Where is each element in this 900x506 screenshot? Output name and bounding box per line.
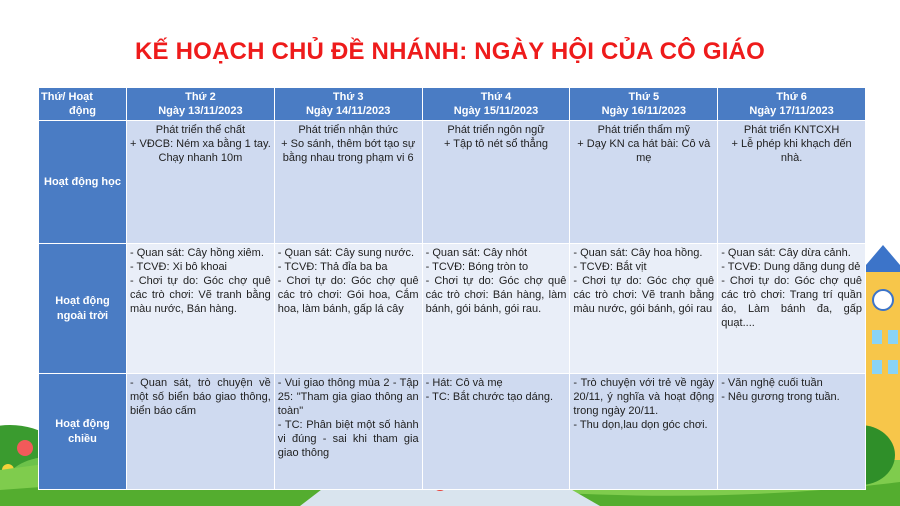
table-cell xyxy=(718,121,866,244)
table-cell xyxy=(127,244,275,374)
cell-line: - Hát: Cô và mẹ xyxy=(425,377,503,389)
table-cell xyxy=(274,121,422,244)
table-cell xyxy=(127,121,275,244)
table-cell xyxy=(422,244,570,374)
table-row xyxy=(39,121,866,244)
table-row xyxy=(39,374,866,490)
day-date: Ngày 13/11/2023 xyxy=(158,105,243,117)
day-name: Thứ 6 xyxy=(776,90,807,103)
table-cell xyxy=(127,374,275,490)
table-header-row xyxy=(39,88,866,121)
cell-line: - Nêu gương trong tuần. xyxy=(721,391,840,404)
cell-line: Phát triển KNTCXH xyxy=(743,124,840,136)
cell-line: - TC: Phân biệt một số hành vi đúng - sai khi tham gia giao thông xyxy=(277,419,419,460)
cell-line: Phát triển thẩm mỹ xyxy=(597,124,690,136)
table-cell xyxy=(274,374,422,490)
cell-line: + VĐCB: Ném xa bằng 1 tay. Chạy nhanh 10m xyxy=(130,138,271,165)
cell-line: Phát triển ngôn ngữ xyxy=(447,124,545,136)
cell-line: - TCVĐ: Bắt vịt xyxy=(573,261,647,274)
cell-line: - Quan sát: Cây hồng xiêm. xyxy=(130,247,264,259)
day-header xyxy=(570,88,718,121)
cell-line: - TCVĐ: Bóng tròn to xyxy=(425,261,529,274)
table-cell xyxy=(570,374,718,490)
cell-line: - Chơi tự do: Góc chợ quê các trò chơi: Bán hàng, làm bánh, gói bánh, gói rau. xyxy=(425,275,567,316)
day-name: Thứ 5 xyxy=(628,90,660,103)
day-date: Ngày 14/11/2023 xyxy=(305,105,391,117)
cell-line: - Vui giao thông mùa 2 - Tập 25: "Tham gia giao thông an toàn" xyxy=(277,377,419,418)
table-row xyxy=(39,244,866,374)
table-cell xyxy=(422,374,570,490)
weekly-plan-table xyxy=(38,87,866,490)
cell-line: - TCVĐ: Dung dăng dung dẻ xyxy=(721,261,861,274)
cell-line: - Trò chuyện với trẻ về ngày 20/11, ý nghĩa và hoạt động trong ngày 20/11. xyxy=(573,377,715,418)
cell-line: - Chơi tự do: Góc chợ quê các trò chơi: Gói hoa, Cắm hoa, làm bánh, gấp lá cây xyxy=(277,275,419,316)
corner-line: Thứ/ Hoạt xyxy=(41,90,93,103)
cell-line: - Thu dọn,lau dọn góc chơi. xyxy=(573,419,708,432)
page-title: KẾ HOẠCH CHỦ ĐỀ NHÁNH: NGÀY HỘI CỦA CÔ GIÁO xyxy=(135,38,765,65)
row-label: Hoạt động học xyxy=(39,121,127,244)
cell-line: Phát triển nhận thức xyxy=(298,124,399,136)
day-date: Ngày 16/11/2023 xyxy=(601,105,686,117)
table-cell xyxy=(570,244,718,374)
cell-line: - TCVĐ: Thả đỉa ba ba xyxy=(277,261,388,274)
cell-line: - Quan sát, trò chuyện về một số biển báo giao thông, biển báo cấm xyxy=(130,377,271,418)
row-label: Hoạt động ngoài trời xyxy=(39,244,127,374)
day-name: Thứ 3 xyxy=(332,90,364,103)
cell-line: - Chơi tự do: Góc chợ quê các trò chơi: Vẽ tranh bằng màu nước, Bán hàng. xyxy=(130,275,271,316)
table-cell xyxy=(570,121,718,244)
cell-line: - Quan sát: Cây hoa hồng. xyxy=(573,247,703,259)
day-header xyxy=(274,88,422,121)
day-header xyxy=(127,88,275,121)
cell-line: Phát triển thể chất xyxy=(155,124,246,136)
day-name: Thứ 2 xyxy=(185,90,216,103)
cell-line: + Lễ phép khi khạch đến nhà. xyxy=(731,138,852,165)
table-cell xyxy=(718,244,866,374)
day-date: Ngày 15/11/2023 xyxy=(453,105,539,117)
cell-line: - Chơi tự do: Góc chợ quê các trò chơi: Trang trí quần áo, Làm bánh đa, gấp quạt.... xyxy=(721,275,862,330)
cell-line: - TC: Bắt chước tạo dáng. xyxy=(425,391,554,404)
table-cell xyxy=(422,121,570,244)
cell-line: - Quan sát: Cây nhót xyxy=(425,247,528,259)
cell-line: + Tập tô nét sổ thẳng xyxy=(443,138,549,151)
table-cell xyxy=(718,374,866,490)
cell-line: + Dạy KN ca hát bài: Cô và mẹ xyxy=(577,138,711,165)
day-date: Ngày 17/11/2023 xyxy=(749,105,834,117)
day-header xyxy=(718,88,866,121)
corner-line: động xyxy=(69,105,96,117)
row-label: Hoạt động chiều xyxy=(39,374,127,490)
cell-line: - TCVĐ: Xi bô khoai xyxy=(130,261,228,274)
cell-line: - Quan sát: Cây sung nước. xyxy=(277,247,415,259)
cell-line: - Chơi tự do: Góc chợ quê các trò chơi: Vẽ tranh bằng màu nước, gói bánh, gói rau xyxy=(573,275,715,316)
day-header xyxy=(422,88,570,121)
cell-line: + So sánh, thêm bớt tạo sự bằng nhau trong phạm vi 6 xyxy=(281,138,416,165)
table-cell xyxy=(274,244,422,374)
corner-header xyxy=(39,88,127,121)
day-name: Thứ 4 xyxy=(480,90,512,103)
cell-line: - Văn nghệ cuối tuần xyxy=(721,377,823,389)
cell-line: - Quan sát: Cây dừa cảnh. xyxy=(721,247,851,259)
